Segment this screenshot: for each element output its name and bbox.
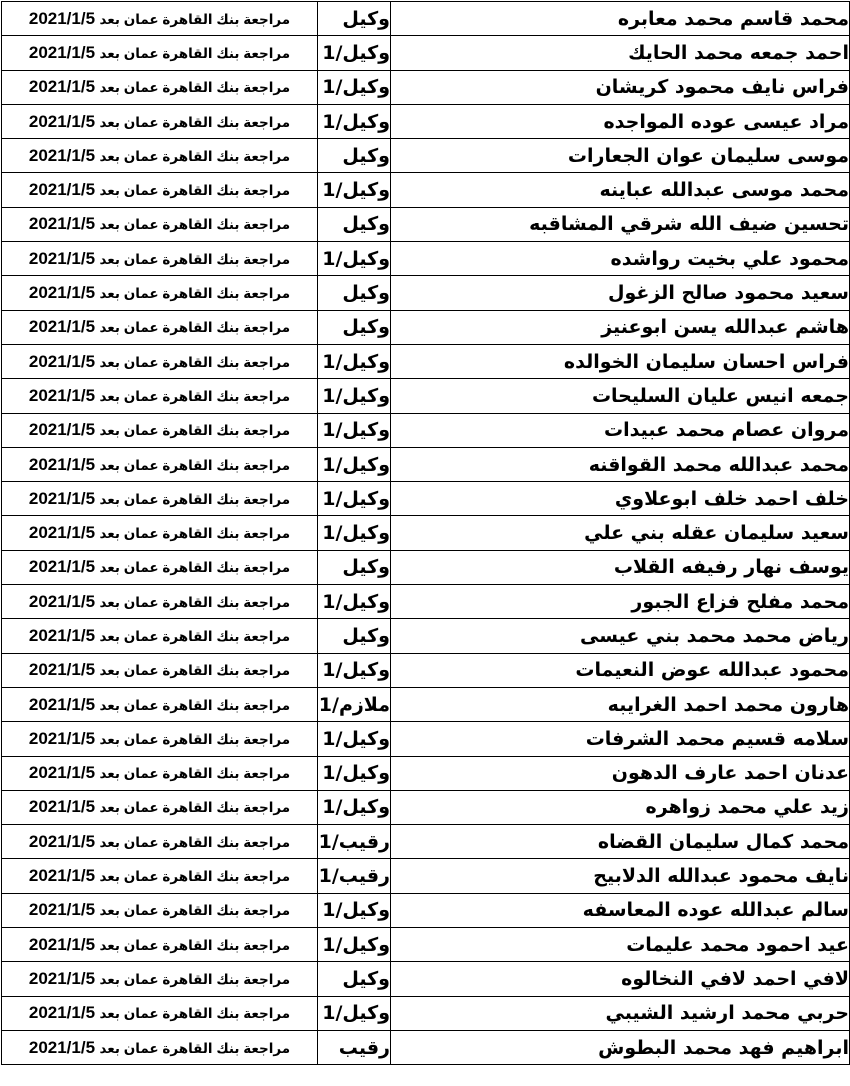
note-date: 2021/1/5	[28, 694, 96, 714]
note-date: 2021/1/5	[28, 831, 96, 851]
table-row	[2, 1030, 850, 1064]
note-cell	[2, 516, 318, 550]
note-cell	[2, 2, 318, 36]
note-text: مراجعة بنك القاهرة عمان بعد	[99, 766, 291, 782]
note-text: مراجعة بنك القاهرة عمان بعد	[99, 800, 291, 816]
name-cell: ابراهيم فهد محمد البطوش	[391, 1030, 850, 1064]
note-cell	[2, 756, 318, 790]
note-cell	[2, 482, 318, 516]
note-date: 2021/1/5	[28, 317, 96, 337]
note-cell	[2, 996, 318, 1030]
table-row	[2, 447, 850, 481]
note-text: مراجعة بنك القاهرة عمان بعد	[99, 628, 291, 644]
note-date: 2021/1/5	[28, 42, 96, 62]
rank-cell: وكيل/1	[318, 756, 391, 790]
note-date: 2021/1/5	[28, 145, 96, 165]
table-row	[2, 687, 850, 721]
note-text: مراجعة بنك القاهرة عمان بعد	[99, 1006, 291, 1022]
rank-cell: وكيل	[318, 139, 391, 173]
note-cell	[2, 447, 318, 481]
note-text: مراجعة بنك القاهرة عمان بعد	[99, 45, 291, 61]
rank-cell: وكيل/1	[318, 36, 391, 70]
rank-cell: وكيل/1	[318, 413, 391, 447]
name-cell: لافي احمد لافي النخالوه	[391, 962, 850, 996]
note-date: 2021/1/5	[28, 900, 96, 920]
table-row	[2, 550, 850, 584]
rank-cell: وكيل	[318, 550, 391, 584]
name-cell: محمد كمال سليمان القضاه	[391, 825, 850, 859]
note-date: 2021/1/5	[28, 625, 96, 645]
table-row	[2, 790, 850, 824]
note-text: مراجعة بنك القاهرة عمان بعد	[99, 903, 291, 919]
name-cell: مروان عصام محمد عبيدات	[391, 413, 850, 447]
note-date: 2021/1/5	[28, 351, 96, 371]
table-row	[2, 207, 850, 241]
name-cell: محمود عبدالله عوض النعيمات	[391, 653, 850, 687]
rank-cell: وكيل/1	[318, 70, 391, 104]
rank-cell: رقيب/1	[318, 859, 391, 893]
note-date: 2021/1/5	[28, 591, 96, 611]
note-text: مراجعة بنك القاهرة عمان بعد	[99, 11, 291, 27]
note-date: 2021/1/5	[28, 180, 96, 200]
note-text: مراجعة بنك القاهرة عمان بعد	[99, 834, 291, 850]
note-cell	[2, 310, 318, 344]
note-date: 2021/1/5	[28, 728, 96, 748]
note-date: 2021/1/5	[28, 488, 96, 508]
name-cell: جمعه انيس عليان السليحات	[391, 379, 850, 413]
table-row	[2, 585, 850, 619]
note-text: مراجعة بنك القاهرة عمان بعد	[99, 148, 291, 164]
name-cell: سلامه قسيم محمد الشرفات	[391, 722, 850, 756]
roster-table	[1, 1, 850, 1065]
roster-table-body	[2, 2, 850, 1065]
note-cell	[2, 344, 318, 378]
note-date: 2021/1/5	[28, 8, 96, 28]
note-date: 2021/1/5	[28, 385, 96, 405]
note-cell	[2, 653, 318, 687]
note-date: 2021/1/5	[28, 214, 96, 234]
note-text: مراجعة بنك القاهرة عمان بعد	[99, 869, 291, 885]
rank-cell: وكيل/1	[318, 790, 391, 824]
rank-cell: وكيل/1	[318, 447, 391, 481]
rank-cell: وكيل/1	[318, 996, 391, 1030]
name-cell: عدنان احمد عارف الدهون	[391, 756, 850, 790]
rank-cell: وكيل/1	[318, 928, 391, 962]
rank-cell: وكيل/1	[318, 173, 391, 207]
table-row	[2, 104, 850, 138]
rank-cell: وكيل	[318, 619, 391, 653]
note-cell	[2, 962, 318, 996]
note-date: 2021/1/5	[28, 866, 96, 886]
note-cell	[2, 687, 318, 721]
note-text: مراجعة بنك القاهرة عمان بعد	[99, 114, 291, 130]
note-text: مراجعة بنك القاهرة عمان بعد	[99, 183, 291, 199]
rank-cell: وكيل	[318, 962, 391, 996]
name-cell: سالم عبدالله عوده المعاسفه	[391, 893, 850, 927]
note-text: مراجعة بنك القاهرة عمان بعد	[99, 457, 291, 473]
name-cell: احمد جمعه محمد الحايك	[391, 36, 850, 70]
name-cell: سعيد سليمان عقله بني علي	[391, 516, 850, 550]
note-text: مراجعة بنك القاهرة عمان بعد	[99, 388, 291, 404]
note-cell	[2, 139, 318, 173]
table-row	[2, 962, 850, 996]
name-cell: يوسف نهار رفيفه القلاب	[391, 550, 850, 584]
table-row	[2, 619, 850, 653]
note-text: مراجعة بنك القاهرة عمان بعد	[99, 594, 291, 610]
note-cell	[2, 276, 318, 310]
rank-cell: وكيل/1	[318, 722, 391, 756]
note-date: 2021/1/5	[28, 557, 96, 577]
table-row	[2, 242, 850, 276]
table-row	[2, 310, 850, 344]
rank-cell: وكيل/1	[318, 585, 391, 619]
note-cell	[2, 379, 318, 413]
rank-cell: وكيل/1	[318, 379, 391, 413]
note-cell	[2, 1030, 318, 1064]
note-date: 2021/1/5	[28, 968, 96, 988]
note-cell	[2, 413, 318, 447]
note-text: مراجعة بنك القاهرة عمان بعد	[99, 354, 291, 370]
rank-cell: وكيل/1	[318, 653, 391, 687]
name-cell: سعيد محمود صالح الزغول	[391, 276, 850, 310]
note-cell	[2, 893, 318, 927]
note-text: مراجعة بنك القاهرة عمان بعد	[99, 320, 291, 336]
note-cell	[2, 722, 318, 756]
note-text: مراجعة بنك القاهرة عمان بعد	[99, 971, 291, 987]
name-cell: نايف محمود عبدالله الدلابيح	[391, 859, 850, 893]
note-text: مراجعة بنك القاهرة عمان بعد	[99, 491, 291, 507]
table-row	[2, 756, 850, 790]
table-row	[2, 825, 850, 859]
name-cell: رياض محمد محمد بني عيسى	[391, 619, 850, 653]
note-text: مراجعة بنك القاهرة عمان بعد	[99, 286, 291, 302]
name-cell: هارون محمد احمد الغرايبه	[391, 687, 850, 721]
note-cell	[2, 173, 318, 207]
note-date: 2021/1/5	[28, 1037, 96, 1057]
note-text: مراجعة بنك القاهرة عمان بعد	[99, 937, 291, 953]
note-date: 2021/1/5	[28, 283, 96, 303]
note-cell	[2, 928, 318, 962]
note-text: مراجعة بنك القاهرة عمان بعد	[99, 217, 291, 233]
note-text: مراجعة بنك القاهرة عمان بعد	[99, 663, 291, 679]
note-cell	[2, 825, 318, 859]
table-row	[2, 139, 850, 173]
name-cell: تحسين ضيف الله شرقي المشاقبه	[391, 207, 850, 241]
table-row	[2, 722, 850, 756]
note-date: 2021/1/5	[28, 248, 96, 268]
table-row	[2, 276, 850, 310]
note-cell	[2, 36, 318, 70]
name-cell: خلف احمد خلف ابوعلاوي	[391, 482, 850, 516]
note-text: مراجعة بنك القاهرة عمان بعد	[99, 731, 291, 747]
note-date: 2021/1/5	[28, 111, 96, 131]
rank-cell: وكيل/1	[318, 344, 391, 378]
note-cell	[2, 104, 318, 138]
name-cell: محمد مفلح فزاع الجبور	[391, 585, 850, 619]
name-cell: هاشم عبدالله يسن ابوعنيز	[391, 310, 850, 344]
name-cell: زيد علي محمد زواهره	[391, 790, 850, 824]
note-date: 2021/1/5	[28, 797, 96, 817]
table-row	[2, 516, 850, 550]
note-cell	[2, 550, 318, 584]
table-row	[2, 36, 850, 70]
rank-cell: ملازم/1	[318, 687, 391, 721]
rank-cell: وكيل/1	[318, 242, 391, 276]
rank-cell: وكيل	[318, 207, 391, 241]
note-text: مراجعة بنك القاهرة عمان بعد	[99, 251, 291, 267]
name-cell: موسى سليمان عوان الجعارات	[391, 139, 850, 173]
table-row	[2, 893, 850, 927]
name-cell: محمود علي بخيت رواشده	[391, 242, 850, 276]
rank-cell: وكيل/1	[318, 516, 391, 550]
note-text: مراجعة بنك القاهرة عمان بعد	[99, 1040, 291, 1056]
rank-cell: وكيل/1	[318, 482, 391, 516]
name-cell: محمد موسى عبدالله عباينه	[391, 173, 850, 207]
note-text: مراجعة بنك القاهرة عمان بعد	[99, 560, 291, 576]
name-cell: عيد احمود محمد عليمات	[391, 928, 850, 962]
note-date: 2021/1/5	[28, 454, 96, 474]
name-cell: فراس احسان سليمان الخوالده	[391, 344, 850, 378]
note-text: مراجعة بنك القاهرة عمان بعد	[99, 423, 291, 439]
rank-cell: وكيل	[318, 2, 391, 36]
note-cell	[2, 790, 318, 824]
table-row	[2, 70, 850, 104]
note-date: 2021/1/5	[28, 660, 96, 680]
name-cell: محمد عبدالله محمد القواقنه	[391, 447, 850, 481]
note-cell	[2, 619, 318, 653]
rank-cell: رقيب	[318, 1030, 391, 1064]
name-cell: فراس نايف محمود كريشان	[391, 70, 850, 104]
rank-cell: وكيل	[318, 276, 391, 310]
note-date: 2021/1/5	[28, 77, 96, 97]
table-row	[2, 173, 850, 207]
note-cell	[2, 585, 318, 619]
rank-cell: وكيل/1	[318, 893, 391, 927]
note-cell	[2, 207, 318, 241]
table-row	[2, 379, 850, 413]
table-row	[2, 2, 850, 36]
note-text: مراجعة بنك القاهرة عمان بعد	[99, 697, 291, 713]
note-date: 2021/1/5	[28, 934, 96, 954]
table-row	[2, 996, 850, 1030]
note-cell	[2, 70, 318, 104]
note-text: مراجعة بنك القاهرة عمان بعد	[99, 526, 291, 542]
note-cell	[2, 859, 318, 893]
table-row	[2, 482, 850, 516]
table-row	[2, 653, 850, 687]
table-row	[2, 928, 850, 962]
table-row	[2, 344, 850, 378]
note-cell	[2, 242, 318, 276]
name-cell: محمد قاسم محمد معابره	[391, 2, 850, 36]
name-cell: حربي محمد ارشيد الشيبي	[391, 996, 850, 1030]
rank-cell: رقيب/1	[318, 825, 391, 859]
rank-cell: وكيل/1	[318, 104, 391, 138]
rank-cell: وكيل	[318, 310, 391, 344]
table-row	[2, 859, 850, 893]
note-text: مراجعة بنك القاهرة عمان بعد	[99, 80, 291, 96]
note-date: 2021/1/5	[28, 523, 96, 543]
name-cell: مراد عيسى عوده المواجده	[391, 104, 850, 138]
note-date: 2021/1/5	[28, 420, 96, 440]
note-date: 2021/1/5	[28, 1003, 96, 1023]
table-row	[2, 413, 850, 447]
note-date: 2021/1/5	[28, 763, 96, 783]
